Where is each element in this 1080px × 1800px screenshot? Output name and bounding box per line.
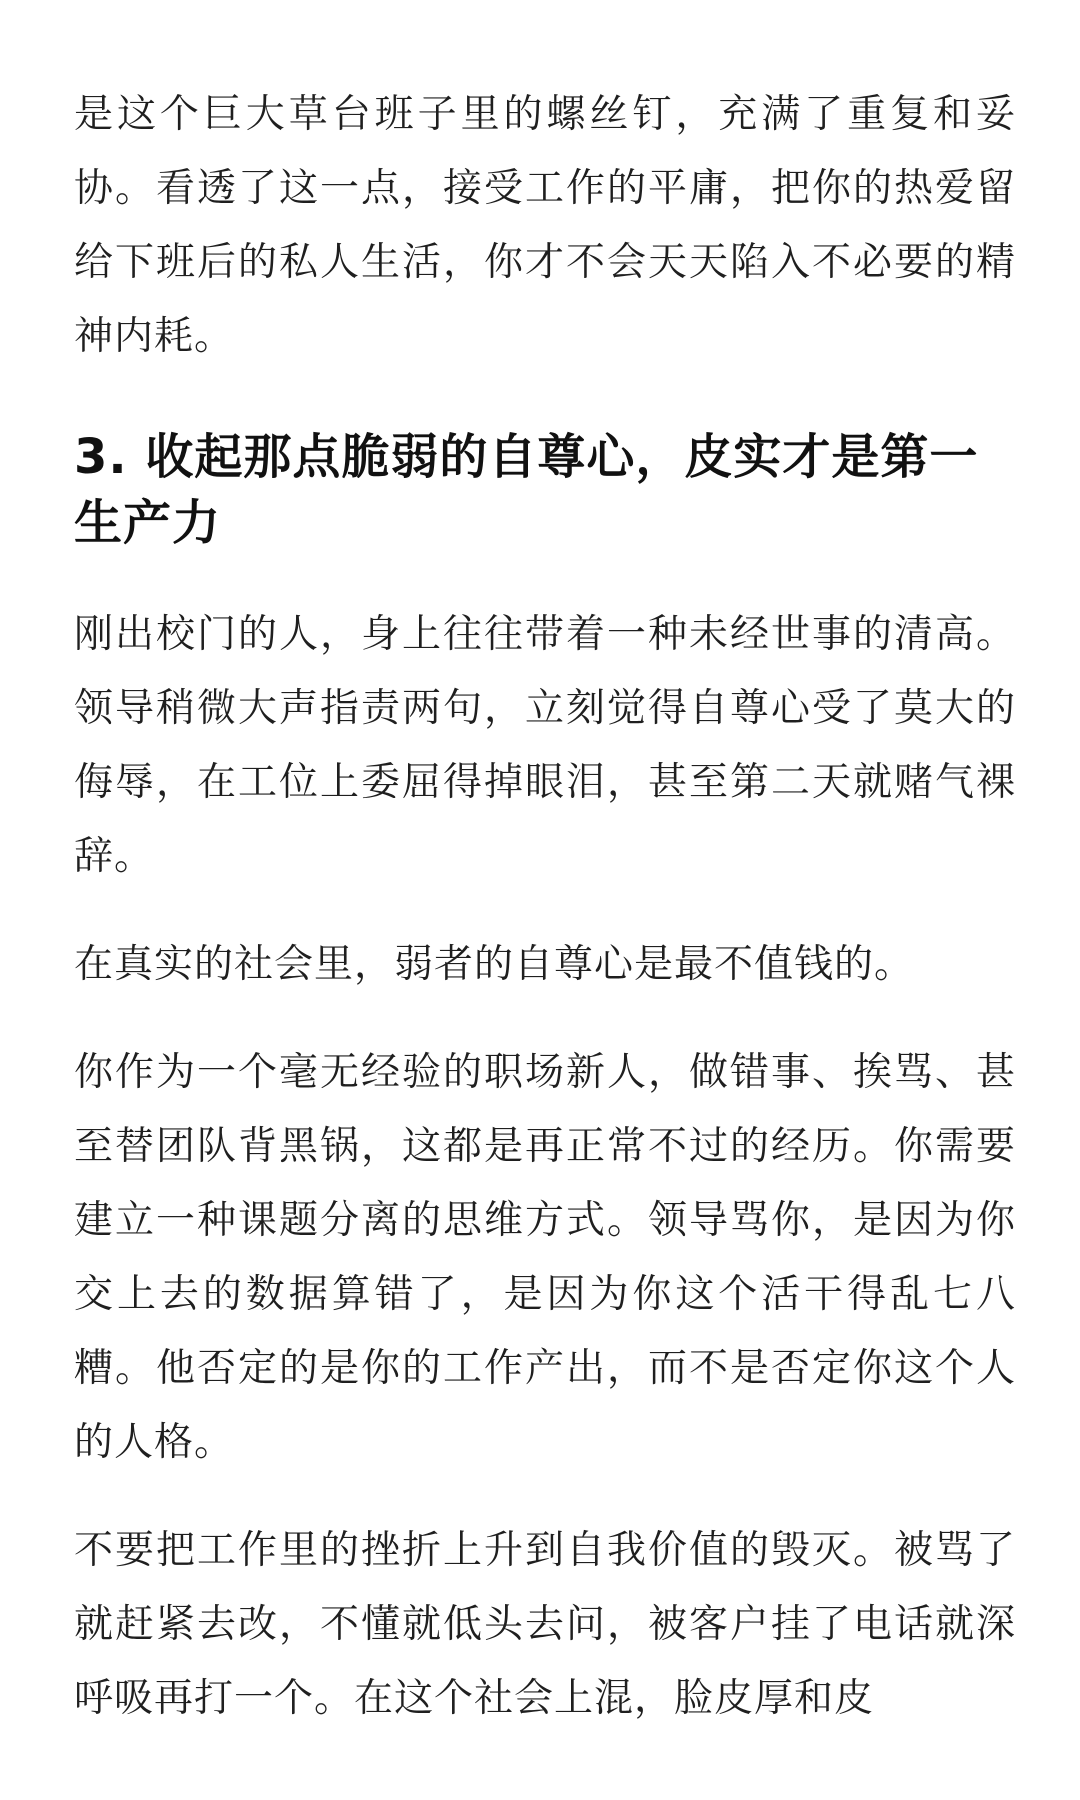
- section-heading: 3. 收起那点脆弱的自尊心，皮实才是第一生产力: [74, 429, 979, 551]
- paragraph-intro: 是这个巨大草台班子里的螺丝钉，充满了重复和妥协。看透了这一点，接受工作的平庸，把你的热爱留给下班后的私人生活，你才不会天天陷入不必要的精神内耗。: [74, 92, 1016, 359]
- paragraph-3: 你作为一个毫无经验的职场新人，做错事、挨骂、甚至替团队背黑锅，这都是再正常不过的经历。你需要建立一种课题分离的思维方式。领导骂你，是因为你交上去的数据算错了，是因为你这个活干得乱七八糟。他否定的是你的工作产出，而不是否定你这个人的人格。: [74, 1050, 1016, 1465]
- paragraph-4: 不要把工作里的挫折上升到自我价值的毁灭。被骂了就赶紧去改，不懂就低头去问，被客户挂了电话就深呼吸再打一个。在这个社会上混，脸皮厚和皮: [74, 1528, 1016, 1721]
- paragraph-1: 刚出校门的人，身上往往带着一种未经世事的清高。领导稍微大声指责两句，立刻觉得自尊心受了莫大的侮辱，在工位上委屈得掉眼泪，甚至第二天就赌气裸辞。: [74, 612, 1016, 879]
- paragraph-2: 在真实的社会里，弱者的自尊心是最不值钱的。: [74, 942, 915, 987]
